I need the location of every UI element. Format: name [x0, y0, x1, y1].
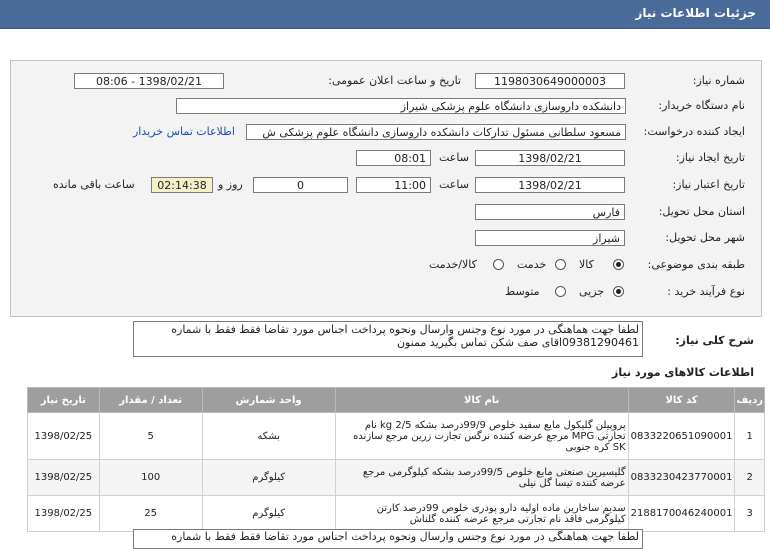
province-field: فارس	[475, 204, 625, 220]
city-field: شیراز	[475, 230, 625, 246]
days-label: روز و	[218, 178, 243, 191]
col-quantity: تعداد / مقدار	[99, 388, 202, 413]
category-radio-goods-service[interactable]	[493, 259, 504, 270]
col-code: کد کالا	[628, 388, 735, 413]
table-header-row	[28, 388, 765, 413]
valid-time-label: ساعت	[439, 178, 469, 191]
col-name: نام کالا	[335, 388, 628, 413]
remaining-time-field: 02:14:38	[151, 177, 213, 193]
create-date-field: 1398/02/21	[475, 150, 625, 166]
page-title: جزئیات اطلاعات نیاز	[635, 6, 756, 20]
category-option-goods-service: کالا/خدمت	[429, 258, 477, 271]
category-label: طبقه بندی موضوعی:	[647, 258, 745, 271]
buyer-field: دانشکده داروسازی دانشگاه علوم پزشکی شیراز	[176, 98, 626, 114]
cell-date: 1398/02/25	[28, 460, 100, 496]
announce-field: 1398/02/21 - 08:06	[74, 73, 224, 89]
cell-code: 2188170046240001	[628, 496, 735, 532]
create-time-field: 08:01	[356, 150, 431, 166]
cell-unit: کیلوگرم	[202, 460, 335, 496]
city-label: شهر محل تحویل:	[665, 231, 745, 244]
description-label: شرح کلی نیاز:	[675, 334, 754, 347]
announce-label: تاریخ و ساعت اعلان عمومی:	[328, 74, 461, 87]
process-option-minor: جزیی	[579, 285, 605, 298]
buyer-label: نام دستگاه خریدار:	[658, 99, 745, 112]
cell-unit: بشکه	[202, 413, 335, 460]
cell-name: سدیم ساخارین ماده اولیه دارو پودری خلوص 99درصد کارتن کیلوگرمی فاقد نام تجارتی مرجع عرضه کننده گلناش	[335, 496, 628, 532]
remaining-label: ساعت باقی مانده	[53, 178, 135, 191]
process-label: نوع فرآیند خرید :	[667, 285, 745, 298]
process-option-medium: متوسط	[505, 285, 540, 298]
page-header	[0, 0, 770, 29]
table-row	[28, 496, 765, 532]
category-radio-service[interactable]	[555, 259, 566, 270]
need-number-field: 1198030649000003	[475, 73, 625, 89]
cell-unit: کیلوگرم	[202, 496, 335, 532]
need-number-label: شماره نیاز:	[692, 74, 745, 87]
cell-row: 3	[735, 496, 765, 532]
cell-date: 1398/02/25	[28, 413, 100, 460]
process-radio-medium[interactable]	[555, 286, 566, 297]
category-radio-goods[interactable]	[613, 259, 624, 270]
cell-quantity: 5	[99, 413, 202, 460]
footer-note-field: لطفا جهت هماهنگی در مورد نوع وجنس وارسال ونحوه پرداخت اجناس مورد تقاضا فقط فقط با شماره	[133, 529, 643, 549]
col-date: تاریخ نیاز	[28, 388, 100, 413]
category-option-goods: کالا	[579, 258, 594, 271]
creator-label: ایجاد کننده درخواست:	[643, 125, 745, 138]
province-label: استان محل تحویل:	[658, 205, 745, 218]
table-row	[28, 460, 765, 496]
cell-code: 0833230423770001	[628, 460, 735, 496]
table-row	[28, 413, 765, 460]
cell-row: 1	[735, 413, 765, 460]
category-option-service: خدمت	[517, 258, 547, 271]
cell-row: 2	[735, 460, 765, 496]
items-section-title: اطلاعات کالاهای مورد نیاز	[612, 366, 754, 379]
process-radio-minor[interactable]	[613, 286, 624, 297]
col-row: ردیف	[735, 388, 765, 413]
description-field: لطفا جهت هماهنگی در مورد نوع وجنس وارسال ونحوه پرداخت اجناس مورد تقاضا فقط فقط با شماره 09381290461اقای صف شکن تماس بگیرید ممنون	[133, 321, 643, 357]
buyer-contact-link[interactable]: اطلاعات تماس خریدار	[133, 125, 235, 138]
items-table	[27, 387, 765, 532]
col-unit: واحد شمارش	[202, 388, 335, 413]
valid-time-field: 11:00	[356, 177, 431, 193]
cell-name: پروپیلن گلیکول مایع سفید خلوص 99/9درصد بشکه 2/5 kg نام تجارتی MPG مرجع عرضه کننده نرگس تجارت زرین مرجع سازنده SK کره جنوبی	[335, 413, 628, 460]
creator-field: مسعود سلطانی مسئول تدارکات دانشکده داروسازی دانشگاه علوم پزشکی ش	[246, 124, 626, 140]
valid-date-label: تاریخ اعتبار نیاز:	[672, 178, 745, 191]
cell-name: گلیسیرین صنعتی مایع خلوص 99/5درصد بشکه کیلوگرمی مرجع عرضه کننده تیسا گل نیلی	[335, 460, 628, 496]
cell-quantity: 25	[99, 496, 202, 532]
cell-quantity: 100	[99, 460, 202, 496]
valid-date-field: 1398/02/21	[475, 177, 625, 193]
days-field: 0	[253, 177, 348, 193]
cell-date: 1398/02/25	[28, 496, 100, 532]
create-time-label: ساعت	[439, 151, 469, 164]
create-date-label: تاریخ ایجاد نیاز:	[675, 151, 745, 164]
cell-code: 0833220651090001	[628, 413, 735, 460]
details-panel	[10, 60, 762, 317]
